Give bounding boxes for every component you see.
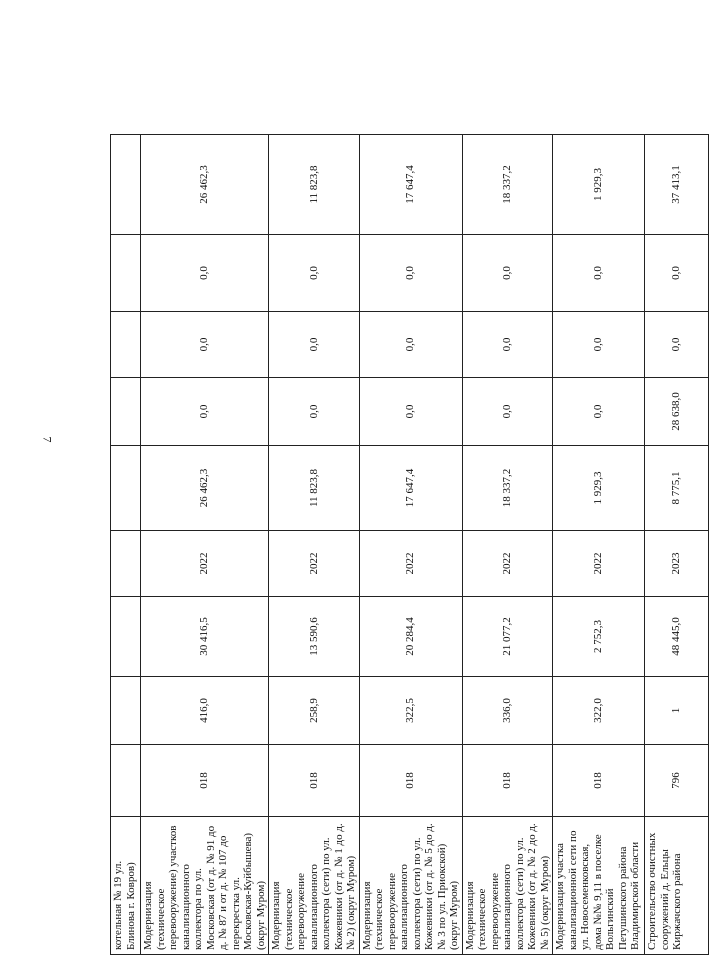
rotated-table-wrapper: [110, 135, 683, 955]
table-cell-v3: 0,0: [553, 312, 645, 378]
table-row: [553, 135, 645, 955]
table-cell-v4: 0,0: [553, 235, 645, 312]
table-cell-year: 2022: [462, 531, 553, 597]
table-cell-v1: 26 462,3: [141, 446, 269, 531]
table-cell-qty: 416,0: [141, 677, 269, 745]
table-cell-total: 1 929,3: [553, 135, 645, 235]
table-cell-qty: 322,5: [359, 677, 462, 745]
table-cell-v1: 18 337,2: [462, 446, 553, 531]
table-cell-code: 018: [141, 745, 269, 817]
table-cell-v2: 0,0: [141, 378, 269, 446]
table-cell-qty: 258,9: [269, 677, 360, 745]
table-cell-qty: [111, 677, 141, 745]
table-row: [462, 135, 553, 955]
table-cell-cost: 48 445,0: [645, 597, 709, 677]
table-cell-cost: 13 590,6: [269, 597, 360, 677]
table-cell-v2: 0,0: [269, 378, 360, 446]
table-cell-total: [111, 135, 141, 235]
table-cell-year: 2022: [269, 531, 360, 597]
table-cell-total: 18 337,2: [462, 135, 553, 235]
table-row: [141, 135, 269, 955]
table-cell-name: Модернизация (техническое перевооружение канализационного коллектора (сети) по ул. Кожевники (от д. № 1 до д. № 2) (округ Муром): [269, 817, 360, 955]
table-cell-name: Модернизация (техническое перевооружение канализационного коллектора (сети) по ул. Кожевники (от д. № 2 до д. № 5) (округ Муром): [462, 817, 553, 955]
table-cell-v3: 0,0: [269, 312, 360, 378]
table-cell-name: Модернизация участка канализационной сети по ул. Новосеменковская, дома №№ 9,11 в поселке Вольгинский Петушинского района Владимирской области: [553, 817, 645, 955]
table-row: [359, 135, 462, 955]
table-cell-total: 11 823,8: [269, 135, 360, 235]
table-cell-cost: 2 752,3: [553, 597, 645, 677]
table-cell-cost: 20 284,4: [359, 597, 462, 677]
table-cell-cost: [111, 597, 141, 677]
table-cell-v1: 11 823,8: [269, 446, 360, 531]
page-number: 7: [40, 436, 55, 443]
table-cell-name: котельная № 19 ул. Блинова г. Ковров): [111, 817, 141, 955]
table-cell-v1: 17 647,4: [359, 446, 462, 531]
table-cell-v2: 28 638,0: [645, 378, 709, 446]
table-cell-cost: 30 416,5: [141, 597, 269, 677]
table-cell-code: 796: [645, 745, 709, 817]
table-cell-v1: 1 929,3: [553, 446, 645, 531]
table-cell-year: 2022: [359, 531, 462, 597]
table-cell-v3: 0,0: [645, 312, 709, 378]
table-cell-v4: 0,0: [645, 235, 709, 312]
table-cell-code: 018: [553, 745, 645, 817]
table-cell-v3: 0,0: [141, 312, 269, 378]
table-cell-v2: 0,0: [462, 378, 553, 446]
table-row: [645, 135, 709, 955]
table-cell-total: 37 413,1: [645, 135, 709, 235]
table-cell-v2: [111, 378, 141, 446]
investment-table: [110, 134, 709, 955]
table-row: [269, 135, 360, 955]
table-cell-v2: 0,0: [553, 378, 645, 446]
table-cell-v1: [111, 446, 141, 531]
table-cell-year: 2023: [645, 531, 709, 597]
table-cell-total: 17 647,4: [359, 135, 462, 235]
table-cell-v4: 0,0: [269, 235, 360, 312]
table-cell-qty: 322,0: [553, 677, 645, 745]
table-cell-cost: 21 077,2: [462, 597, 553, 677]
table-cell-name: Модернизация (техническое перевооружение) участков канализационного коллектора по ул. Московская (от д. № 91 до д. № 87 и от д. № 107 до перекрестка ул. Московская-Куйбышева) (округ Муром): [141, 817, 269, 955]
table-cell-v4: 0,0: [462, 235, 553, 312]
table-cell-v3: [111, 312, 141, 378]
table-cell-v2: 0,0: [359, 378, 462, 446]
table-cell-year: 2022: [553, 531, 645, 597]
table-cell-total: 26 462,3: [141, 135, 269, 235]
table-cell-v4: [111, 235, 141, 312]
table-cell-year: 2022: [141, 531, 269, 597]
table-cell-v4: 0,0: [141, 235, 269, 312]
table-cell-code: [111, 745, 141, 817]
table-cell-year: [111, 531, 141, 597]
table-cell-code: 018: [462, 745, 553, 817]
table-cell-v3: 0,0: [462, 312, 553, 378]
table-cell-v4: 0,0: [359, 235, 462, 312]
table-cell-name: Строительство очистных сооружений д. Ельцы Киржачского района: [645, 817, 709, 955]
table-cell-v3: 0,0: [359, 312, 462, 378]
table-cell-name: Модернизация (техническое перевооружение канализационного коллектора (сети) по ул. Кожевники (от д. № 5 до д. № 3 по ул. Приокской) (округ Муром): [359, 817, 462, 955]
table-cell-qty: 336,0: [462, 677, 553, 745]
table-cell-code: 018: [269, 745, 360, 817]
table-cell-code: 018: [359, 745, 462, 817]
table-cell-v1: 8 775,1: [645, 446, 709, 531]
table-cell-qty: 1: [645, 677, 709, 745]
table-row: [111, 135, 141, 955]
